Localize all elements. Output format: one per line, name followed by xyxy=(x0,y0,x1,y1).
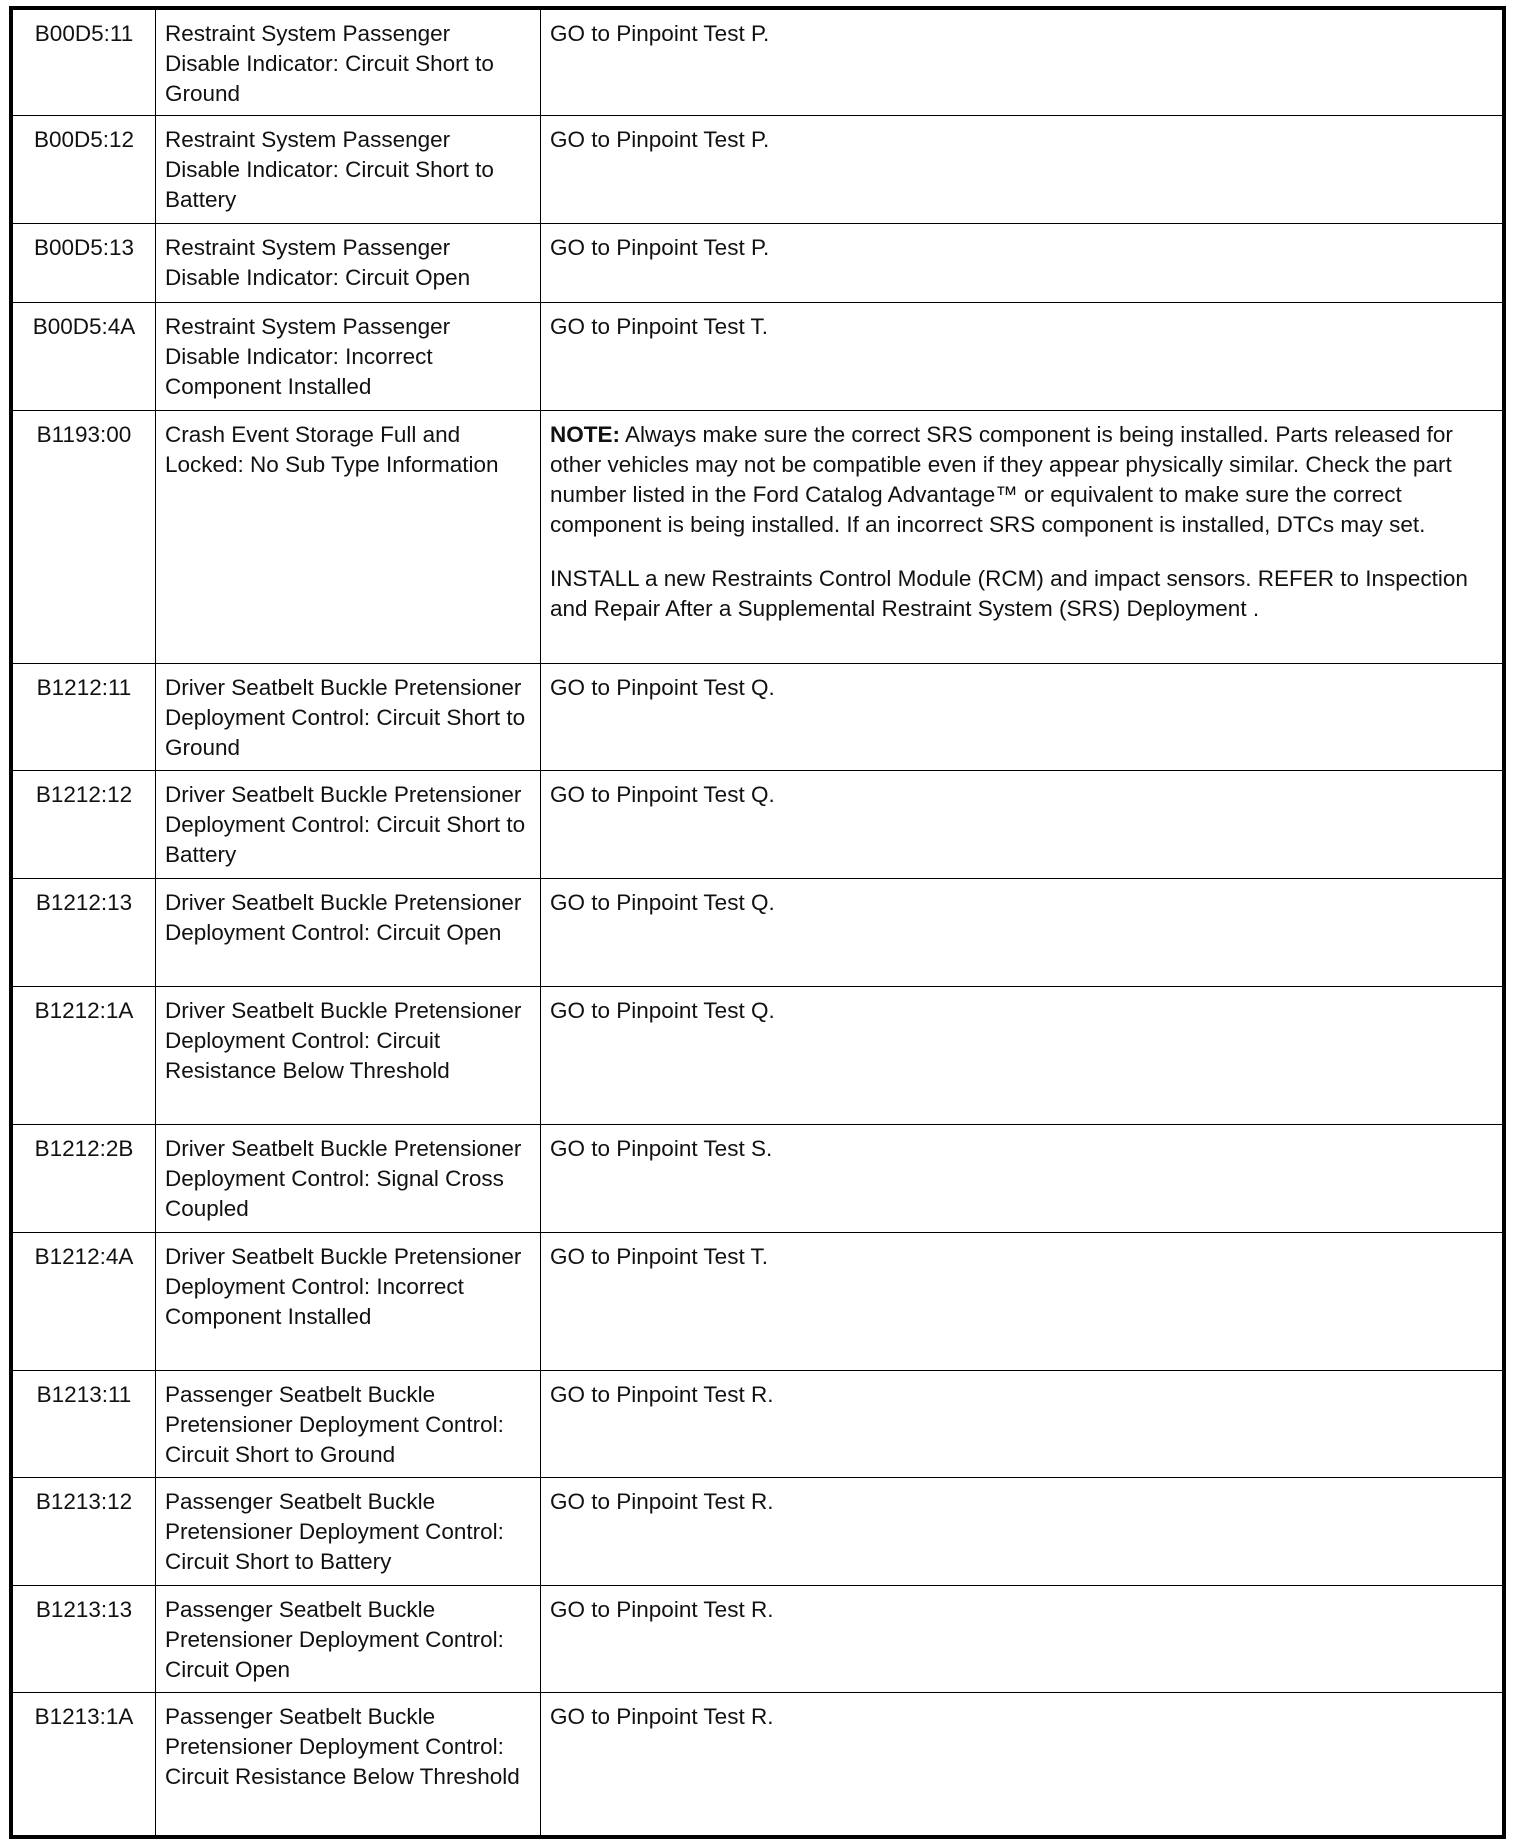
dtc-code: B1212:13 xyxy=(11,878,156,986)
table-row xyxy=(11,1232,1504,1370)
action-cell: GO to Pinpoint Test R. xyxy=(541,1692,1505,1837)
dtc-description: Restraint System Passenger Disable Indicator: Incorrect Component Installed xyxy=(156,302,541,410)
action-cell: GO to Pinpoint Test R. xyxy=(541,1585,1505,1692)
action-cell: GO to Pinpoint Test R. xyxy=(541,1477,1505,1585)
dtc-description: Passenger Seatbelt Buckle Pretensioner Deployment Control: Circuit Open xyxy=(156,1585,541,1692)
action-cell: GO to Pinpoint Test T. xyxy=(541,1232,1505,1370)
dtc-code: B1213:12 xyxy=(11,1477,156,1585)
action-cell: GO to Pinpoint Test Q. xyxy=(541,770,1505,878)
dtc-description: Restraint System Passenger Disable Indicator: Circuit Short to Ground xyxy=(156,8,541,115)
dtc-table xyxy=(9,6,1506,1839)
action-cell: GO to Pinpoint Test R. xyxy=(541,1370,1505,1477)
table-row xyxy=(11,1370,1504,1477)
dtc-description: Restraint System Passenger Disable Indicator: Circuit Short to Battery xyxy=(156,115,541,223)
action-cell: GO to Pinpoint Test P. xyxy=(541,223,1505,302)
dtc-description: Passenger Seatbelt Buckle Pretensioner Deployment Control: Circuit Short to Battery xyxy=(156,1477,541,1585)
dtc-code: B1212:11 xyxy=(11,663,156,770)
action-cell: GO to Pinpoint Test T. xyxy=(541,302,1505,410)
table-row xyxy=(11,878,1504,986)
dtc-code: B1213:1A xyxy=(11,1692,156,1837)
dtc-description: Driver Seatbelt Buckle Pretensioner Deployment Control: Incorrect Component Installed xyxy=(156,1232,541,1370)
dtc-description: Restraint System Passenger Disable Indicator: Circuit Open xyxy=(156,223,541,302)
dtc-description: Driver Seatbelt Buckle Pretensioner Deployment Control: Circuit Short to Battery xyxy=(156,770,541,878)
dtc-code: B1213:11 xyxy=(11,1370,156,1477)
dtc-code: B1212:1A xyxy=(11,986,156,1124)
action-cell xyxy=(541,410,1505,663)
dtc-description: Driver Seatbelt Buckle Pretensioner Deployment Control: Circuit Resistance Below Threshold xyxy=(156,986,541,1124)
dtc-code: B1212:4A xyxy=(11,1232,156,1370)
dtc-description: Driver Seatbelt Buckle Pretensioner Deployment Control: Circuit Open xyxy=(156,878,541,986)
dtc-description: Passenger Seatbelt Buckle Pretensioner Deployment Control: Circuit Resistance Below Threshold xyxy=(156,1692,541,1837)
table-row xyxy=(11,1124,1504,1232)
table-row xyxy=(11,770,1504,878)
table-row xyxy=(11,986,1504,1124)
action-cell: GO to Pinpoint Test P. xyxy=(541,8,1505,115)
note xyxy=(550,420,1493,540)
table-row xyxy=(11,115,1504,223)
dtc-code: B1193:00 xyxy=(11,410,156,663)
table-row xyxy=(11,302,1504,410)
table-row xyxy=(11,1477,1504,1585)
dtc-description: Driver Seatbelt Buckle Pretensioner Deployment Control: Signal Cross Coupled xyxy=(156,1124,541,1232)
dtc-code: B00D5:4A xyxy=(11,302,156,410)
dtc-description: Crash Event Storage Full and Locked: No Sub Type Information xyxy=(156,410,541,663)
dtc-description: Driver Seatbelt Buckle Pretensioner Deployment Control: Circuit Short to Ground xyxy=(156,663,541,770)
table-row xyxy=(11,1585,1504,1692)
note-text: Always make sure the correct SRS component is being installed. Parts released for other vehicles may not be compatible even if they appear physically similar. Check the part number listed in the Ford Catalog Advantage™ or equivalent to make sure the correct component is being installed. If an incorrect SRS component is installed, DTCs may set. xyxy=(550,421,1453,537)
action-cell: GO to Pinpoint Test Q. xyxy=(541,878,1505,986)
action-cell: GO to Pinpoint Test S. xyxy=(541,1124,1505,1232)
action-cell: GO to Pinpoint Test Q. xyxy=(541,986,1505,1124)
dtc-code: B1212:12 xyxy=(11,770,156,878)
dtc-code: B00D5:12 xyxy=(11,115,156,223)
table-row xyxy=(11,410,1504,663)
table-row xyxy=(11,223,1504,302)
table-row xyxy=(11,663,1504,770)
dtc-code: B1213:13 xyxy=(11,1585,156,1692)
table-row xyxy=(11,8,1504,115)
table-row xyxy=(11,1692,1504,1837)
note-label: NOTE: xyxy=(550,421,620,447)
dtc-code: B1212:2B xyxy=(11,1124,156,1232)
action-cell: GO to Pinpoint Test Q. xyxy=(541,663,1505,770)
dtc-code: B00D5:11 xyxy=(11,8,156,115)
dtc-code: B00D5:13 xyxy=(11,223,156,302)
dtc-description: Passenger Seatbelt Buckle Pretensioner Deployment Control: Circuit Short to Ground xyxy=(156,1370,541,1477)
action-cell: GO to Pinpoint Test P. xyxy=(541,115,1505,223)
action-text: INSTALL a new Restraints Control Module (RCM) and impact sensors. REFER to Inspection and Repair After a Supplemental Restraint System (SRS) Deployment . xyxy=(550,565,1468,621)
